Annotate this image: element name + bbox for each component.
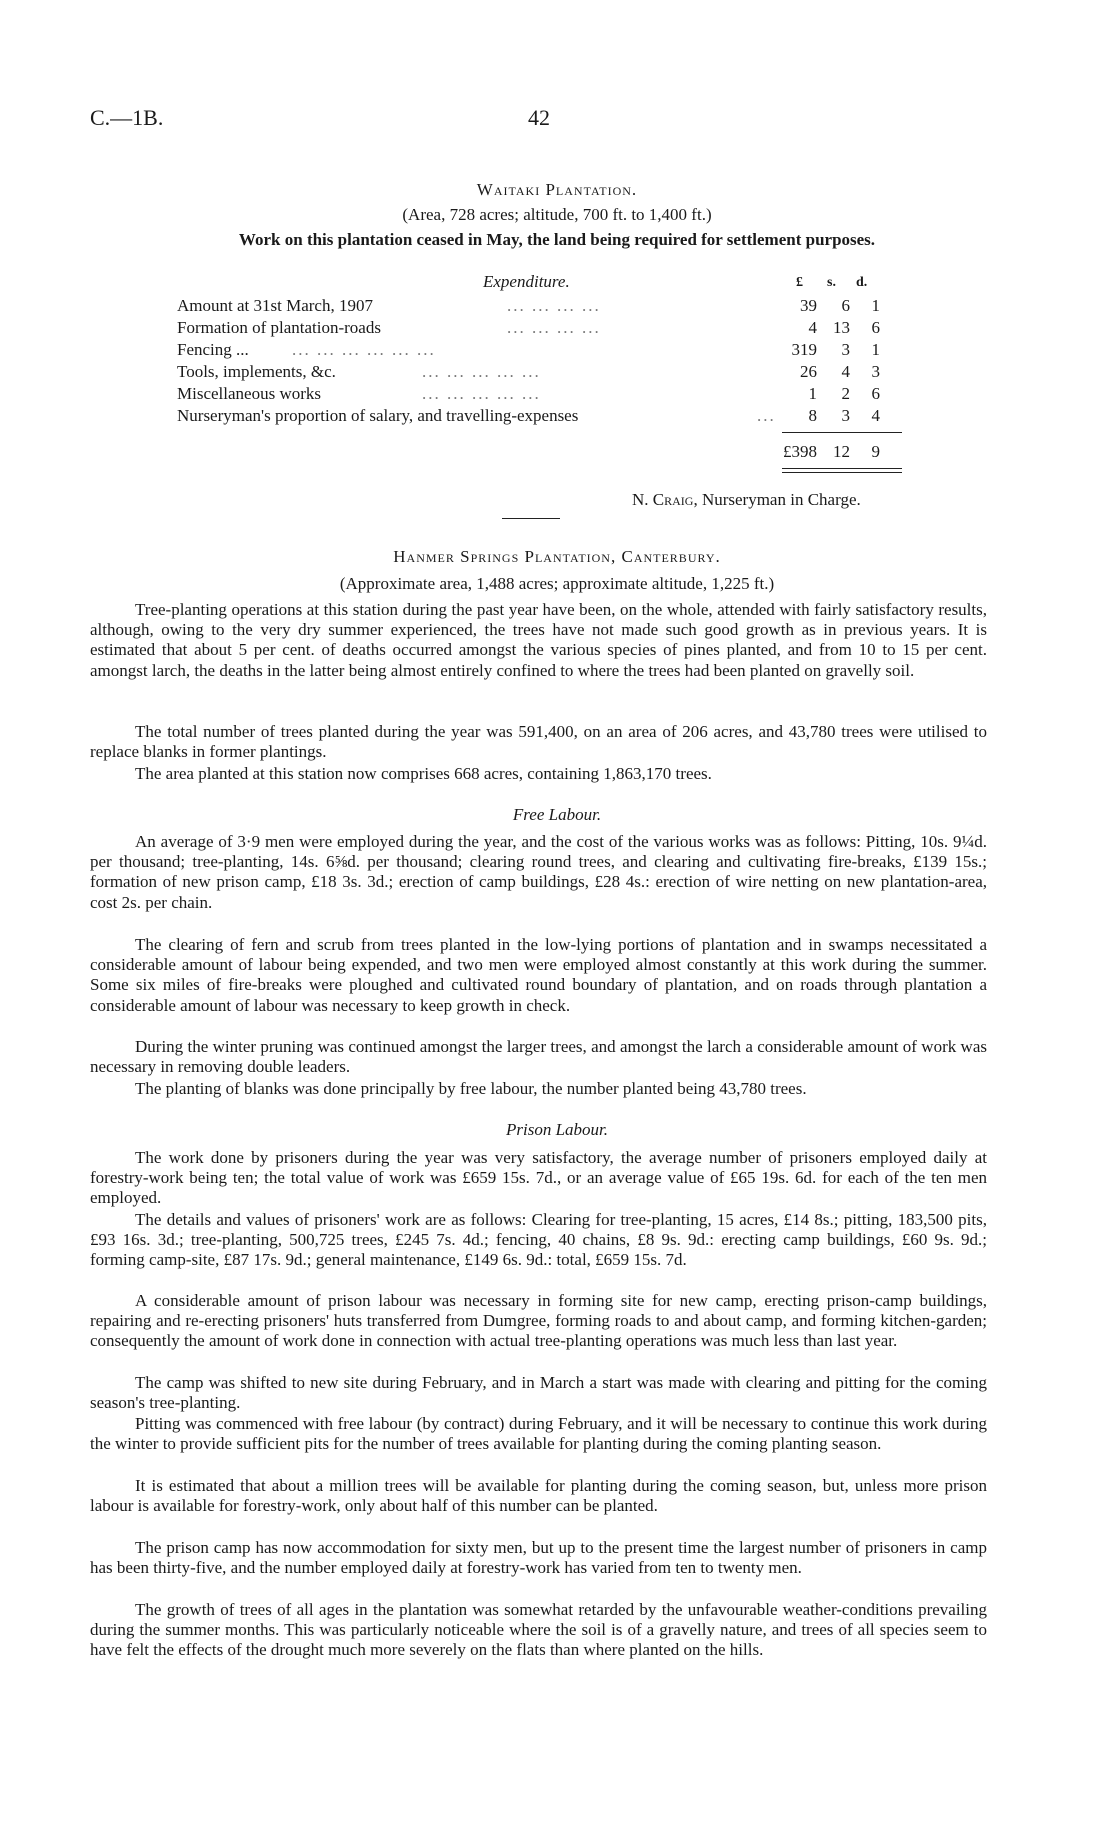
leader-dots: ... ... ... ... — [507, 296, 601, 315]
expense-shillings: 3 — [841, 406, 850, 425]
prison-labour-heading: Prison Labour. — [505, 1120, 609, 1139]
expenditure-heading: Expenditure. — [483, 272, 570, 291]
expense-label: Miscellaneous works — [177, 384, 322, 403]
expense-pounds: 1 — [808, 384, 817, 403]
expense-total-row — [177, 442, 907, 464]
free-labour-paragraph: An average of 3·9 men were employed during the year, and the cost of the various works was as follows: Pitting, 10s. 9¼d. per thousand; tree-planting, 14s. 6⅝d. per thousand; clearing round trees, and clearing and cultivating fire-breaks, £139 15s.; formation of new prison camp, £18 3s. 3d.; erection of camp buildings, £28 4s.: erection of wire netting on new plantation-area, cost 2s. per chain. — [90, 832, 987, 912]
leader-dots: ... ... ... ... ... — [422, 384, 541, 403]
expense-shillings: 4 — [841, 362, 850, 381]
expense-label: Formation of plantation-roads — [177, 318, 381, 337]
expense-pence: 3 — [871, 362, 880, 381]
expense-shillings: 6 — [841, 296, 850, 315]
col-pence: d. — [856, 275, 868, 290]
total-pounds: £398 — [783, 442, 817, 461]
expense-pence: 4 — [871, 406, 880, 425]
section-divider — [502, 518, 560, 519]
col-pounds: £ — [796, 275, 803, 290]
signature-role: Nurseryman in Charge. — [701, 490, 861, 509]
leader-dots: ... ... ... ... ... — [422, 362, 541, 381]
free-labour-paragraph: The planting of blanks was done principally by free labour, the number planted being 43,780 trees. — [135, 1079, 807, 1098]
expense-pounds: 8 — [808, 406, 817, 425]
expense-row — [177, 384, 907, 406]
expense-pounds: 4 — [808, 318, 817, 337]
leader-dots: ... ... ... ... ... ... — [292, 340, 436, 359]
prison-labour-paragraph: A considerable amount of prison labour was necessary in forming site for new camp, erecting prison-camp buildings, repairing and re-erecting prisoners' huts transferred from Dumgree, forming roads to and about camp, and forming kitchen-garden; consequently the amount of work done in connection with actual tree-planting operations was much less than last year. — [90, 1291, 987, 1351]
signature — [632, 490, 861, 510]
expense-row — [177, 318, 907, 340]
expense-pence: 1 — [871, 340, 880, 359]
hanmer-paragraph: The total number of trees planted during the year was 591,400, on an area of 206 acres, and 43,780 trees were utilised to replace blanks in former plantings. — [90, 722, 987, 762]
expense-pence: 6 — [871, 384, 880, 403]
expense-pounds: 26 — [800, 362, 817, 381]
prison-labour-paragraph: The growth of trees of all ages in the plantation was somewhat retarded by the unfavourable weather-conditions prevailing during the summer months. This was particularly noticeable where the soil is of a gravelly nature, and trees of all species seem to have felt the effects of the drought much more severely on the flats than where planted on the hills. — [90, 1600, 987, 1660]
expense-shillings: 2 — [841, 384, 850, 403]
expense-row — [177, 362, 907, 384]
prison-labour-paragraph: Pitting was commenced with free labour (by contract) during February, and it will be necessary to continue this work during the winter to provide sufficient pits for the number of trees available for planting during the coming planting season. — [90, 1414, 987, 1454]
expense-shillings: 13 — [833, 318, 850, 337]
prison-labour-paragraph: The work done by prisoners during the year was very satisfactory, the average number of prisoners employed daily at forestry-work being ten; the total value of work was £659 15s. 7d., or an average value of £65 19s. 6d. for each of the ten men employed. — [90, 1148, 987, 1208]
expense-pounds: 319 — [791, 340, 817, 359]
expense-pounds: 39 — [800, 296, 817, 315]
prison-labour-paragraph: The camp was shifted to new site during February, and in March a start was made with clearing and pitting for the coming season's tree-planting. — [90, 1373, 987, 1413]
leader-dots: ... ... ... ... — [507, 318, 601, 337]
hanmer-title: Hanmer Springs Plantation, Canterbury. — [393, 547, 721, 566]
hanmer-paragraph: Tree-planting operations at this station during the past year have been, on the whole, attended with fairly satisfactory results, although, owing to the very dry summer experienced, the trees have not made such good growth as in previous years. It is estimated that about 5 per cent. of deaths occurred amongst the various species of pines planted, and from 10 to 15 per cent. amongst larch, the deaths in the latter being almost entirely confined to where the trees had been planted on gravelly soil. — [90, 600, 987, 680]
expense-label: Tools, implements, &c. — [177, 362, 336, 381]
expense-label: Fencing ... — [177, 340, 249, 359]
report-reference: C.—1B. — [90, 105, 164, 130]
col-shillings: s. — [827, 275, 836, 290]
waitaki-area: (Area, 728 acres; altitude, 700 ft. to 1,400 ft.) — [402, 205, 712, 224]
expense-label: Nurseryman's proportion of salary, and travelling-expenses — [177, 406, 579, 425]
expense-pence: 1 — [871, 296, 880, 315]
expense-row — [177, 406, 907, 428]
subtotal-rule — [782, 432, 902, 433]
total-rule-upper — [782, 468, 902, 469]
total-pence: 9 — [871, 442, 880, 461]
prison-labour-paragraph: It is estimated that about a million trees will be available for planting during the coming season, but, unless more prison labour is available for forestry-work, only about half of this number can be planted. — [90, 1476, 987, 1516]
prison-labour-paragraph: The details and values of prisoners' work are as follows: Clearing for tree-planting, 15 acres, £14 8s.; pitting, 183,500 pits, £93 16s. 3d.; tree-planting, 500,725 trees, £245 7s. 4d.; fencing, 40 chains, £8 9s. 9d.: erecting camp buildings, £60 9s. 9d.; forming camp-site, £87 17s. 9d.; general maintenance, £149 6s. 9d.: total, £659 15s. 7d. — [90, 1210, 987, 1270]
waitaki-note: Work on this plantation ceased in May, the land being required for settlement purposes. — [238, 230, 876, 249]
total-shillings: 12 — [833, 442, 850, 461]
prison-labour-paragraph: The prison camp has now accommodation for sixty men, but up to the present time the largest number of prisoners in camp has been thirty-five, and the number employed daily at forestry-work has varied from ten to twenty men. — [90, 1538, 987, 1578]
expense-row — [177, 340, 907, 362]
expense-row — [177, 296, 907, 318]
free-labour-paragraph: During the winter pruning was continued amongst the larger trees, and amongst the larch a considerable amount of work was necessary in removing double leaders. — [90, 1037, 987, 1077]
total-rule-lower — [782, 472, 902, 473]
expense-label: Amount at 31st March, 1907 — [177, 296, 373, 315]
signature-name: N. Craig, — [632, 490, 698, 509]
expense-pence: 6 — [871, 318, 880, 337]
hanmer-paragraph: The area planted at this station now comprises 668 acres, containing 1,863,170 trees. — [135, 764, 712, 783]
hanmer-area: (Approximate area, 1,488 acres; approximate altitude, 1,225 ft.) — [339, 574, 775, 593]
free-labour-heading: Free Labour. — [512, 805, 602, 824]
expense-shillings: 3 — [841, 340, 850, 359]
leader-dots: ... — [757, 406, 776, 425]
free-labour-paragraph: The clearing of fern and scrub from trees planted in the low-lying portions of plantation and in swamps necessitated a considerable amount of labour being expended, and two men were employed almost constantly at this work during the summer. Some six miles of fire-breaks were ploughed and cultivated round boundary of plantation, and on roads through plantation a considerable amount of labour was necessary to keep growth in check. — [90, 935, 987, 1015]
waitaki-title: Waitaki Plantation. — [476, 180, 638, 199]
page-number: 42 — [528, 105, 550, 130]
